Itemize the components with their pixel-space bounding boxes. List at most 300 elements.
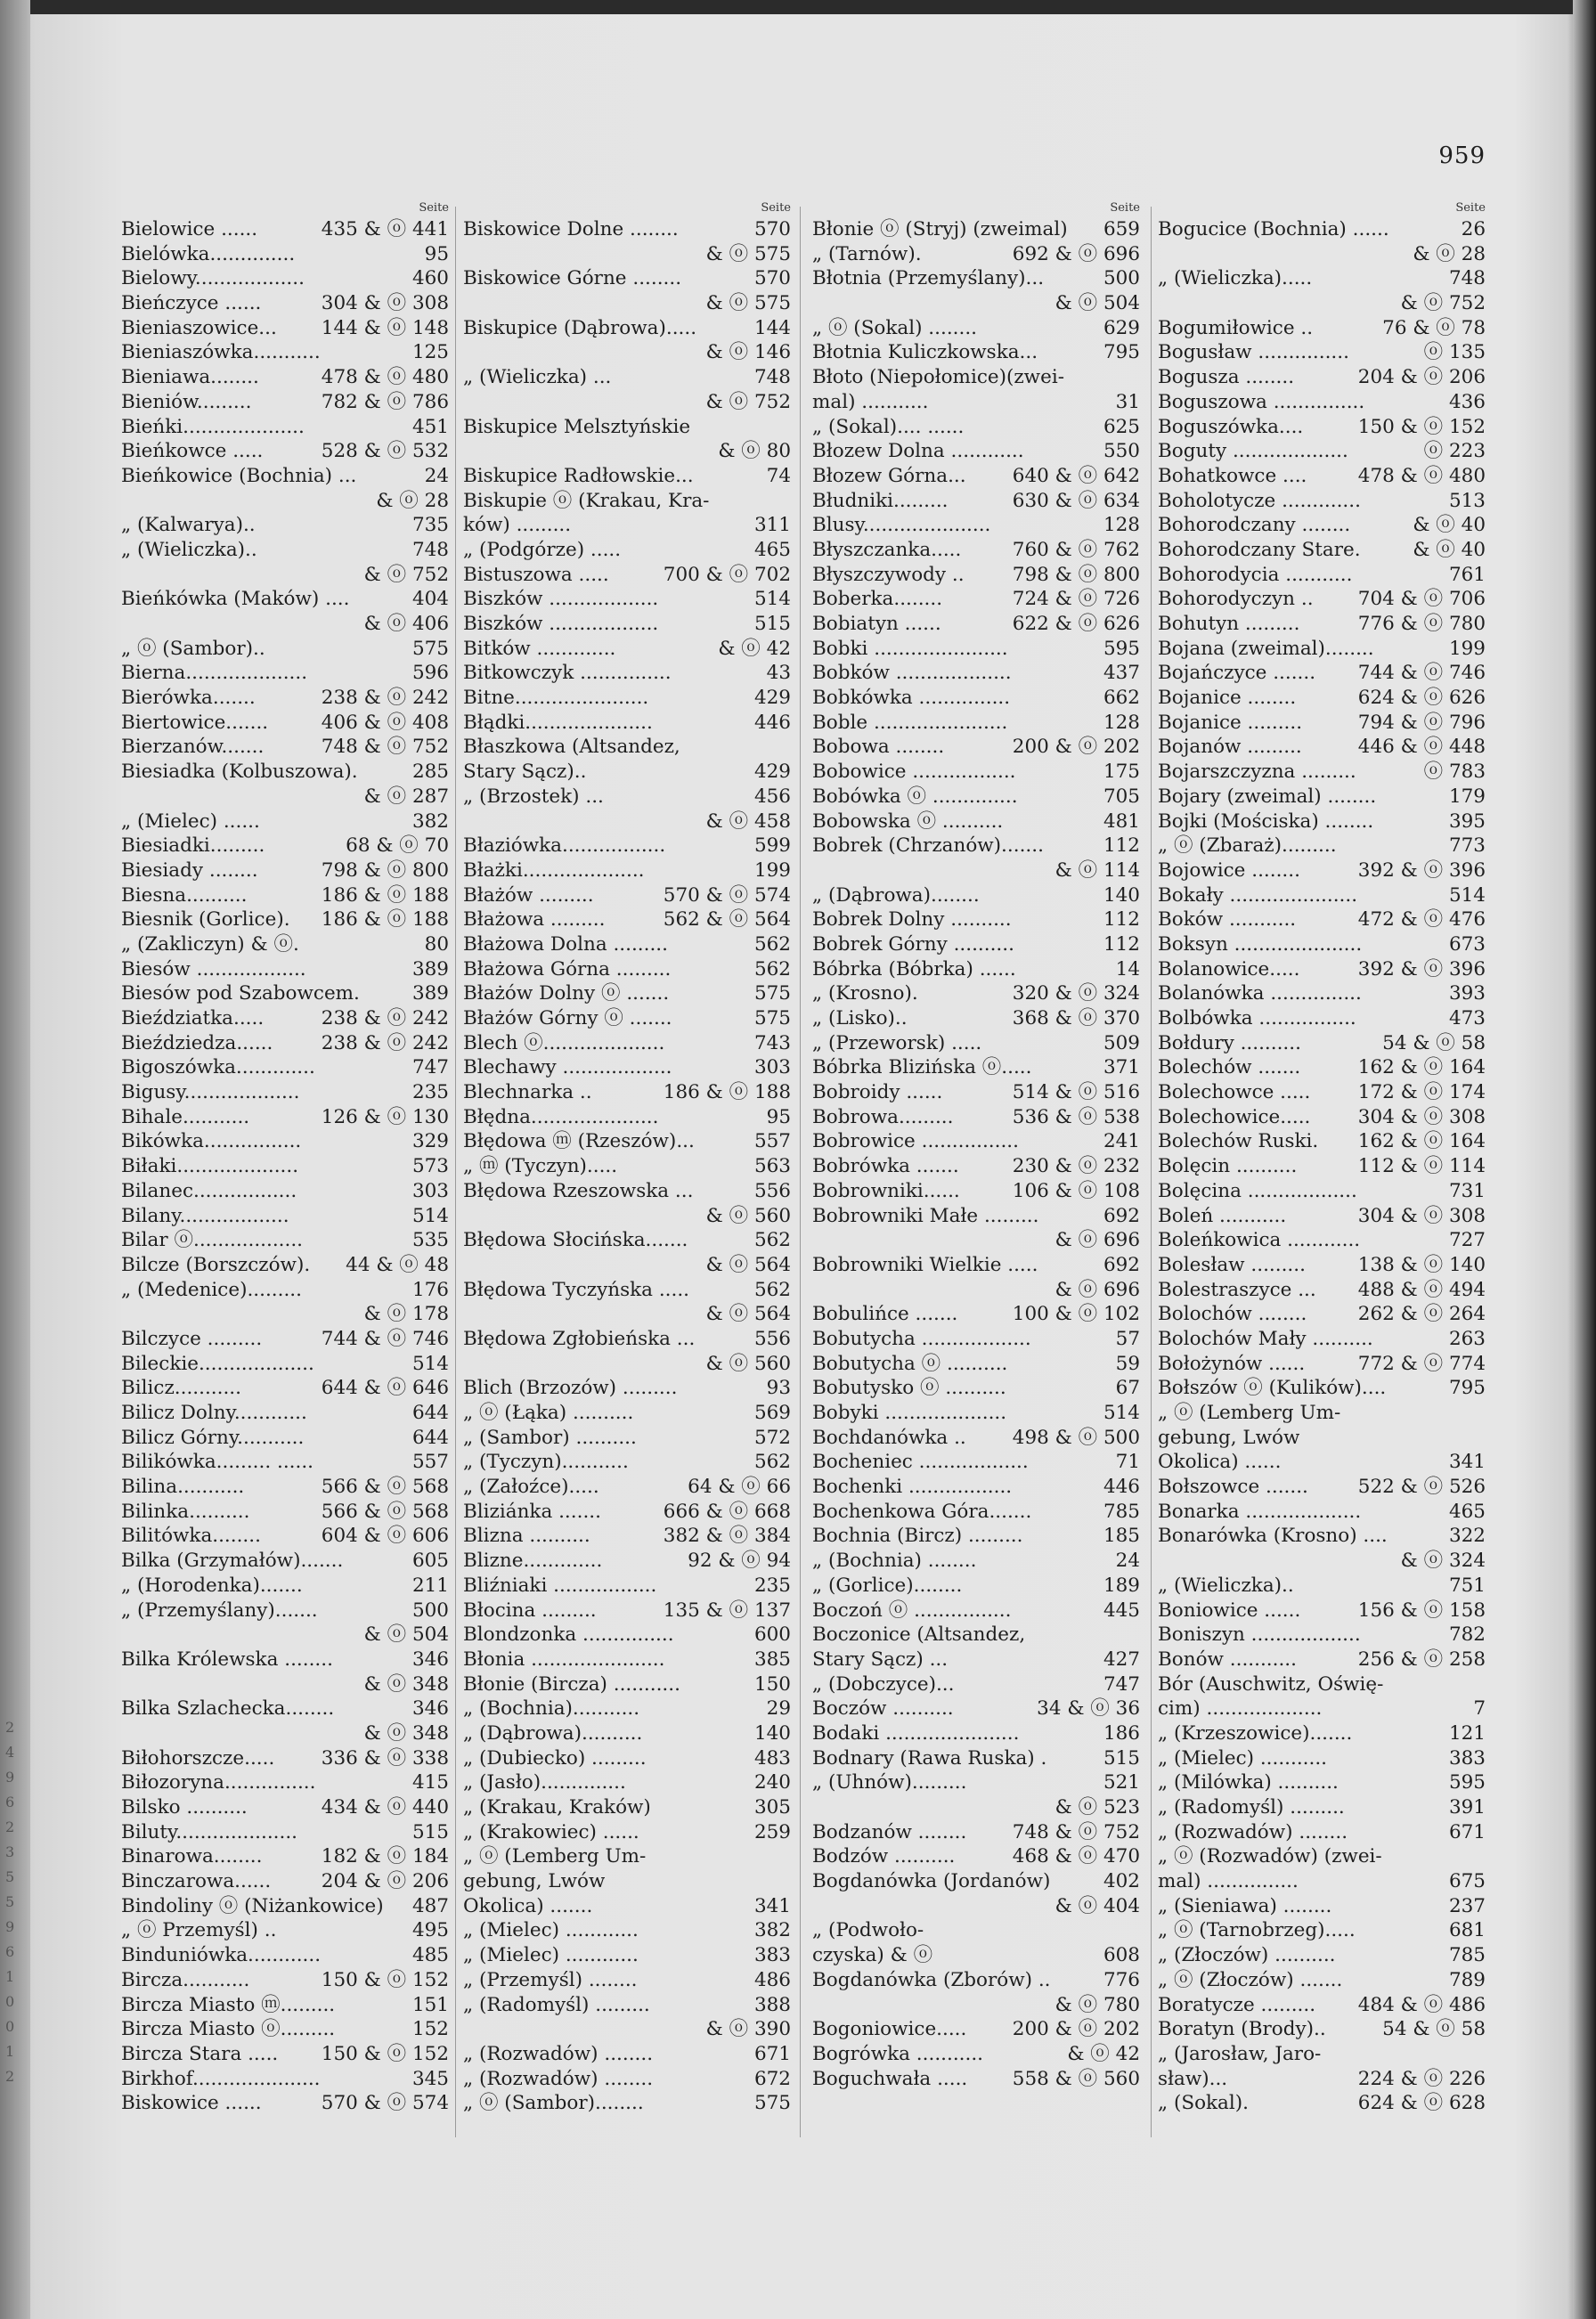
index-entry bbox=[1158, 661, 1486, 686]
entry-pages: 303 bbox=[753, 1056, 791, 1079]
entry-pages: 150 & ⓞ 152 bbox=[321, 2042, 449, 2065]
entry-pages: & ⓞ 146 bbox=[705, 341, 791, 364]
index-entry bbox=[463, 291, 791, 316]
index-entry bbox=[463, 1549, 791, 1574]
entry-pages: & ⓞ 80 bbox=[718, 440, 791, 463]
entry-name: Biskowice Dolne ........ bbox=[463, 218, 679, 240]
entry-pages: 311 bbox=[753, 514, 791, 537]
entry-pages: & ⓞ 575 bbox=[705, 242, 791, 265]
entry-pages: 76 & ⓞ 78 bbox=[1382, 316, 1486, 339]
entry-name: Bieździatka..... bbox=[121, 1007, 265, 1029]
entry-name: „ (Sambor) .......... bbox=[463, 1426, 637, 1449]
entry-pages: 446 & ⓞ 448 bbox=[1357, 736, 1486, 759]
entry-pages: 748 bbox=[411, 538, 449, 561]
index-entry bbox=[812, 1105, 1140, 1130]
entry-name: Boratyn (Brody).. bbox=[1158, 2018, 1326, 2041]
entry-pages: 672 bbox=[753, 2067, 791, 2090]
entry-name: Biesnik (Gorlice). bbox=[121, 908, 290, 932]
entry-pages: 473 bbox=[1448, 1007, 1486, 1029]
entry-name: Błaszkowa (Altsandez, bbox=[463, 736, 680, 759]
entry-name: Boleń ........... bbox=[1158, 1204, 1287, 1227]
entry-name: Bolechów Ruski. bbox=[1158, 1130, 1319, 1153]
entry-pages: 204 & ⓞ 206 bbox=[1357, 366, 1486, 389]
index-entry bbox=[121, 1968, 449, 1993]
entry-pages: 798 & ⓞ 800 bbox=[1012, 563, 1140, 586]
entry-pages: 692 bbox=[1103, 1204, 1140, 1227]
entry-name: Bierzanów....... bbox=[121, 736, 265, 759]
entry-name: Bogoniowice..... bbox=[812, 2018, 967, 2041]
entry-pages: 562 bbox=[753, 957, 791, 980]
entry-name: Bilcze (Borszczów). bbox=[121, 1253, 311, 1276]
index-entry bbox=[812, 834, 1140, 858]
index-entry bbox=[812, 266, 1140, 291]
index-entry bbox=[121, 489, 449, 514]
entry-name: Bobki ...................... bbox=[812, 637, 1008, 660]
index-entry bbox=[463, 2091, 791, 2116]
index-entry bbox=[121, 1943, 449, 1968]
entry-pages: 744 & ⓞ 746 bbox=[1357, 662, 1486, 685]
entry-name: Bohorodyczyn .. bbox=[1158, 588, 1314, 611]
entry-pages: 54 & ⓞ 58 bbox=[1382, 1031, 1486, 1054]
entry-pages: 513 bbox=[1448, 489, 1486, 512]
entry-name: „ (Sieniawa) ........ bbox=[1158, 1894, 1332, 1917]
entry-name: Bonarka ................... bbox=[1158, 1500, 1362, 1523]
entry-pages: & ⓞ 752 bbox=[363, 563, 449, 586]
entry-name: Bilka Królewska ........ bbox=[121, 1648, 333, 1671]
entry-name: „ (Mielec) ............ bbox=[463, 1919, 639, 1942]
index-entry bbox=[1158, 1129, 1486, 1154]
index-column-4 bbox=[1158, 199, 1486, 2116]
index-entry bbox=[121, 1228, 449, 1253]
entry-pages: 382 bbox=[753, 1919, 791, 1942]
entry-pages: 150 & ⓞ 152 bbox=[321, 1968, 449, 1991]
entry-name: Boguszowa ............... bbox=[1158, 390, 1365, 413]
entry-name: Bilicz........... bbox=[121, 1377, 241, 1400]
index-entry bbox=[121, 858, 449, 883]
index-entry bbox=[1158, 340, 1486, 365]
entry-pages: 150 & ⓞ 152 bbox=[1357, 415, 1486, 438]
entry-pages: 478 & ⓞ 480 bbox=[1357, 464, 1486, 487]
entry-pages: 514 bbox=[1448, 883, 1486, 907]
entry-pages: 395 bbox=[1448, 810, 1486, 833]
entry-pages: 57 bbox=[1115, 1327, 1140, 1350]
index-entry bbox=[463, 1500, 791, 1525]
entry-pages: 128 bbox=[1103, 711, 1140, 734]
index-entry bbox=[121, 907, 449, 932]
entry-pages: 54 & ⓞ 58 bbox=[1382, 2018, 1486, 2041]
entry-name: Boratycze ......... bbox=[1158, 1993, 1316, 2016]
entry-pages: 692 bbox=[1103, 1253, 1140, 1276]
index-entry bbox=[463, 1697, 791, 1721]
entry-name: „ ⓞ (Złoczów) ....... bbox=[1158, 1968, 1343, 1991]
index-entry bbox=[463, 1746, 791, 1771]
entry-pages: 186 bbox=[1103, 1721, 1140, 1745]
entry-name: Bobrek Górny .......... bbox=[812, 932, 1014, 956]
index-entry bbox=[1158, 1968, 1486, 1993]
entry-name: Błędowa Rzeszowska ... bbox=[463, 1179, 694, 1202]
entry-pages: 644 & ⓞ 646 bbox=[321, 1377, 449, 1400]
index-entry bbox=[812, 1500, 1140, 1525]
index-entry bbox=[1158, 1401, 1486, 1426]
index-entry bbox=[121, 1869, 449, 1894]
entry-pages: 263 bbox=[1448, 1327, 1486, 1350]
entry-pages: & ⓞ 40 bbox=[1413, 514, 1486, 537]
entry-name: Boczów .......... bbox=[812, 1697, 954, 1721]
entry-name: Bobków ................... bbox=[812, 662, 1012, 685]
entry-name: Bobutysko ⓞ .......... bbox=[812, 1377, 1006, 1400]
entry-name: Bojowice ........ bbox=[1158, 858, 1300, 882]
index-entry bbox=[1158, 1869, 1486, 1894]
index-entry bbox=[812, 587, 1140, 612]
entry-name: Błędowa Tyczyńska ..... bbox=[463, 1278, 689, 1301]
index-entry bbox=[1158, 1302, 1486, 1327]
entry-pages: 144 bbox=[753, 316, 791, 339]
entry-pages: 200 & ⓞ 202 bbox=[1012, 2018, 1140, 2041]
entry-pages: 562 bbox=[753, 1278, 791, 1301]
entry-pages: 126 & ⓞ 130 bbox=[321, 1105, 449, 1128]
entry-name: Bóbrka (Bóbrka) ...... bbox=[812, 957, 1016, 980]
entry-pages: 782 bbox=[1448, 1623, 1486, 1647]
entry-name: „ (Podgórze) ..... bbox=[463, 538, 622, 561]
index-entry bbox=[463, 1993, 791, 2018]
entry-name: „ (Sokal). bbox=[1158, 2092, 1249, 2115]
entry-pages: 435 & ⓞ 441 bbox=[321, 218, 449, 240]
index-entry bbox=[1158, 1894, 1486, 1919]
entry-name: Błotnia (Przemyślany)... bbox=[812, 267, 1045, 290]
index-entry bbox=[463, 1031, 791, 1056]
entry-pages: 484 & ⓞ 486 bbox=[1357, 1993, 1486, 2016]
index-entry bbox=[121, 1574, 449, 1599]
entry-pages: 595 bbox=[1103, 637, 1140, 660]
entry-pages bbox=[1482, 1672, 1486, 1697]
index-entry bbox=[463, 1770, 791, 1795]
index-entry bbox=[463, 489, 791, 514]
entry-pages: 575 bbox=[411, 637, 449, 660]
entry-name: Blizna .......... bbox=[463, 1525, 590, 1548]
entry-pages: & ⓞ 560 bbox=[705, 1352, 791, 1375]
entry-name: Biłozoryna............... bbox=[121, 1771, 316, 1794]
entry-pages: 514 bbox=[753, 588, 791, 611]
entry-pages: 135 & ⓞ 137 bbox=[663, 1599, 791, 1622]
entry-pages: 211 bbox=[411, 1574, 449, 1597]
entry-name: Bohutyn ......... bbox=[1158, 613, 1300, 635]
entry-pages: 156 & ⓞ 158 bbox=[1357, 1599, 1486, 1622]
entry-name: Bochenki ................. bbox=[812, 1476, 1013, 1499]
entry-name: Biłaki.................... bbox=[121, 1155, 299, 1178]
entry-name: sław)... bbox=[1158, 2067, 1228, 2090]
entry-name: „ (Mielec) ...... bbox=[121, 810, 260, 833]
entry-name: Bobrek (Chrzanów)....... bbox=[812, 834, 1044, 858]
entry-name: „ (Krzeszowice)....... bbox=[1158, 1721, 1353, 1745]
entry-pages: 44 & ⓞ 48 bbox=[346, 1253, 449, 1276]
index-entry bbox=[121, 1253, 449, 1278]
entry-name: Biskupice (Dąbrowa)..... bbox=[463, 316, 697, 339]
entry-pages: 798 & ⓞ 800 bbox=[321, 858, 449, 882]
index-entry bbox=[812, 1426, 1140, 1451]
entry-pages: 389 bbox=[411, 957, 449, 980]
index-entry bbox=[812, 242, 1140, 267]
index-entry bbox=[463, 1352, 791, 1377]
index-entry bbox=[121, 1795, 449, 1820]
index-entry bbox=[812, 686, 1140, 711]
index-entry bbox=[463, 1844, 791, 1869]
index-entry bbox=[1158, 1080, 1486, 1105]
index-entry bbox=[812, 1228, 1140, 1253]
entry-pages: 570 & ⓞ 574 bbox=[321, 2092, 449, 2115]
index-entry bbox=[463, 1426, 791, 1451]
entry-pages bbox=[1136, 1623, 1140, 1648]
margin-stub: 0 bbox=[5, 2018, 15, 2035]
entry-pages bbox=[787, 489, 791, 514]
index-entry bbox=[121, 1524, 449, 1549]
entry-name: „ (Tarnów). bbox=[812, 242, 922, 265]
index-entry bbox=[463, 711, 791, 736]
index-entry bbox=[463, 858, 791, 883]
index-entry bbox=[1158, 1746, 1486, 1771]
entry-pages: 486 bbox=[753, 1968, 791, 1991]
entry-pages: 329 bbox=[411, 1130, 449, 1153]
entry-name: „ (Kalwarya).. bbox=[121, 514, 256, 537]
entry-name: Błażów ......... bbox=[463, 883, 594, 907]
index-entry bbox=[463, 932, 791, 957]
index-entry bbox=[121, 810, 449, 834]
index-entry bbox=[121, 1376, 449, 1401]
index-entry bbox=[812, 785, 1140, 810]
entry-name: Błażów Górny ⓞ ....... bbox=[463, 1007, 672, 1029]
index-entry bbox=[812, 2017, 1140, 2042]
entry-name: „ (Bochnia) ........ bbox=[812, 1550, 977, 1573]
entry-pages: 392 & ⓞ 396 bbox=[1357, 957, 1486, 980]
index-entry bbox=[121, 464, 449, 489]
index-entry bbox=[1158, 439, 1486, 464]
index-entry bbox=[463, 365, 791, 390]
entry-name: cim) ................... bbox=[1158, 1697, 1323, 1721]
index-column-2 bbox=[463, 199, 791, 2116]
entry-name: Okolica) ....... bbox=[463, 1894, 593, 1917]
entry-pages: 536 & ⓞ 538 bbox=[1012, 1105, 1140, 1128]
entry-pages: 402 bbox=[1103, 1870, 1140, 1893]
index-entry bbox=[121, 587, 449, 612]
index-entry bbox=[812, 735, 1140, 760]
entry-pages: 182 & ⓞ 184 bbox=[321, 1845, 449, 1868]
entry-pages: 256 & ⓞ 258 bbox=[1357, 1648, 1486, 1671]
entry-name: Bohorodycia ........... bbox=[1158, 563, 1353, 586]
entry-pages: 186 & ⓞ 188 bbox=[321, 908, 449, 932]
index-entry bbox=[463, 1055, 791, 1080]
entry-name: Boleńkowica ............ bbox=[1158, 1229, 1361, 1252]
entry-pages: 445 bbox=[1103, 1599, 1140, 1622]
index-entry bbox=[812, 1672, 1140, 1697]
entry-name: „ (Zakliczyn) & ⓞ. bbox=[121, 932, 299, 956]
entry-pages: 106 & ⓞ 108 bbox=[1012, 1179, 1140, 1202]
index-entry bbox=[121, 538, 449, 563]
index-entry bbox=[121, 637, 449, 662]
entry-pages: 434 & ⓞ 440 bbox=[321, 1796, 449, 1819]
index-entry bbox=[1158, 1031, 1486, 1056]
entry-name: Bojki (Mościska) ........ bbox=[1158, 810, 1374, 833]
entry-pages: 575 bbox=[753, 2092, 791, 2115]
entry-name: Bolanowice..... bbox=[1158, 957, 1300, 980]
entry-name: Bonów ........... bbox=[1158, 1648, 1297, 1671]
index-entry bbox=[1158, 2017, 1486, 2042]
entry-pages: 468 & ⓞ 470 bbox=[1012, 1845, 1140, 1868]
entry-pages: 569 bbox=[753, 1402, 791, 1424]
entry-pages: & ⓞ 390 bbox=[705, 2018, 791, 2041]
entry-pages: 776 bbox=[1103, 1968, 1140, 1991]
index-entry bbox=[121, 390, 449, 415]
entry-pages: 95 bbox=[424, 242, 449, 265]
column-header-seite: Seite bbox=[1110, 201, 1140, 215]
entry-pages: 241 bbox=[1103, 1130, 1140, 1153]
index-entry bbox=[1158, 1820, 1486, 1845]
entry-name: Biesiadki......... bbox=[121, 834, 265, 858]
index-entry bbox=[121, 1721, 449, 1746]
entry-name: Bieniawa........ bbox=[121, 366, 259, 389]
entry-name: „ (Medenice)......... bbox=[121, 1278, 302, 1301]
entry-pages: 514 bbox=[411, 1352, 449, 1375]
entry-name: Boberka........ bbox=[812, 588, 943, 611]
entry-name: „ ⓞ Przemyśl) .. bbox=[121, 1919, 277, 1942]
entry-pages: 31 bbox=[1115, 390, 1140, 413]
index-entry bbox=[463, 266, 791, 291]
entry-pages: 556 bbox=[753, 1179, 791, 1202]
entry-pages: 675 bbox=[1448, 1870, 1486, 1893]
entry-pages: 596 bbox=[411, 662, 449, 685]
entry-pages: 451 bbox=[411, 415, 449, 438]
entry-name: „ (Mielec) ........... bbox=[1158, 1746, 1328, 1770]
index-entry bbox=[812, 1918, 1140, 1943]
margin-stub: 2 bbox=[5, 1819, 15, 1835]
index-entry bbox=[812, 1327, 1140, 1352]
margin-stub: 2 bbox=[5, 1719, 15, 1736]
entry-name: Bitne...................... bbox=[463, 687, 649, 710]
entry-pages: 794 & ⓞ 796 bbox=[1357, 711, 1486, 734]
entry-pages: 622 & ⓞ 626 bbox=[1012, 613, 1140, 635]
entry-pages: 760 & ⓞ 762 bbox=[1012, 538, 1140, 561]
index-entry bbox=[812, 415, 1140, 440]
entry-pages: 640 & ⓞ 642 bbox=[1012, 464, 1140, 487]
entry-pages: 240 bbox=[753, 1771, 791, 1794]
entry-pages: 100 & ⓞ 102 bbox=[1012, 1303, 1140, 1326]
entry-name: Błaziówka................. bbox=[463, 834, 666, 858]
entry-pages: 495 bbox=[411, 1919, 449, 1942]
entry-pages: & ⓞ 348 bbox=[363, 1721, 449, 1745]
index-entry bbox=[463, 1869, 791, 1894]
index-entry bbox=[121, 1450, 449, 1475]
entry-pages: & ⓞ 752 bbox=[1400, 292, 1486, 315]
entry-pages: 341 bbox=[753, 1894, 791, 1917]
index-entry bbox=[1158, 907, 1486, 932]
index-entry bbox=[463, 2067, 791, 2092]
index-entry bbox=[121, 1055, 449, 1080]
entry-name: Boniowice ...... bbox=[1158, 1599, 1301, 1622]
entry-name: Binarowa........ bbox=[121, 1845, 263, 1868]
entry-name: Bieńkowice (Bochnia) ... bbox=[121, 464, 357, 487]
entry-pages: 572 bbox=[753, 1426, 791, 1449]
index-entry bbox=[121, 735, 449, 760]
entry-name: Stary Sącz) ... bbox=[812, 1648, 949, 1671]
entry-name: Bokały ..................... bbox=[1158, 883, 1358, 907]
entry-name: Bobulińce ....... bbox=[812, 1303, 958, 1326]
entry-pages: 595 bbox=[1448, 1771, 1486, 1794]
entry-pages bbox=[1482, 2042, 1486, 2067]
index-entry bbox=[812, 981, 1140, 1006]
entry-pages: & ⓞ 458 bbox=[705, 810, 791, 833]
entry-name: Bojana (zweimal)........ bbox=[1158, 637, 1374, 660]
entry-pages: ⓞ 783 bbox=[1423, 761, 1486, 784]
entry-name: Bobowska ⓞ .......... bbox=[812, 810, 1004, 833]
index-entry bbox=[121, 1278, 449, 1303]
entry-name: Bielowice ...... bbox=[121, 218, 258, 240]
index-entry bbox=[121, 1648, 449, 1672]
index-entry bbox=[812, 1475, 1140, 1500]
entry-name: Błudniki......... bbox=[812, 489, 949, 512]
index-entry bbox=[121, 1672, 449, 1697]
entry-name: Bołdury .......... bbox=[1158, 1031, 1301, 1054]
index-entry bbox=[121, 1105, 449, 1130]
entry-pages: 630 & ⓞ 634 bbox=[1012, 489, 1140, 512]
entry-name: Bobutycha .................. bbox=[812, 1327, 1031, 1350]
entry-pages: 176 bbox=[411, 1278, 449, 1301]
index-entry bbox=[463, 1623, 791, 1648]
entry-pages bbox=[1136, 365, 1140, 390]
entry-pages: & ⓞ 696 bbox=[1054, 1278, 1140, 1301]
margin-stub: 3 bbox=[5, 1843, 15, 1860]
index-entry bbox=[463, 563, 791, 588]
entry-pages: 566 & ⓞ 568 bbox=[321, 1500, 449, 1523]
entry-pages: 382 bbox=[411, 810, 449, 833]
entry-pages: 112 bbox=[1103, 834, 1140, 858]
entry-pages: 671 bbox=[753, 2042, 791, 2065]
entry-pages: 346 bbox=[411, 1697, 449, 1721]
index-entry bbox=[463, 686, 791, 711]
entry-pages: 446 bbox=[1103, 1476, 1140, 1499]
entry-name: „ (Wieliczka).. bbox=[121, 538, 257, 561]
entry-name: Blechnarka .. bbox=[463, 1081, 592, 1104]
index-entry bbox=[1158, 242, 1486, 267]
entry-pages: 514 bbox=[1103, 1402, 1140, 1424]
column-divider bbox=[800, 207, 801, 2137]
index-entry bbox=[812, 1721, 1140, 1746]
index-entry bbox=[812, 1450, 1140, 1475]
index-entry bbox=[463, 415, 791, 440]
entry-pages: 71 bbox=[1115, 1451, 1140, 1474]
entry-pages: 472 & ⓞ 476 bbox=[1357, 908, 1486, 932]
entry-pages: 460 bbox=[411, 267, 449, 290]
entry-name: „ (Mielec) ............ bbox=[463, 1944, 639, 1967]
entry-name: „ (Przemyślany)....... bbox=[121, 1599, 318, 1622]
entry-pages: 570 bbox=[753, 218, 791, 240]
index-entry bbox=[463, 1450, 791, 1475]
index-entry bbox=[812, 810, 1140, 834]
index-entry bbox=[463, 1204, 791, 1229]
entry-name: Bieździedza...... bbox=[121, 1031, 273, 1054]
entry-pages: & ⓞ 523 bbox=[1054, 1796, 1140, 1819]
margin-stub: 6 bbox=[5, 1794, 15, 1810]
index-entry bbox=[121, 291, 449, 316]
entry-name: gebung, Lwów bbox=[463, 1870, 606, 1893]
index-entry bbox=[812, 1401, 1140, 1426]
index-entry bbox=[463, 612, 791, 637]
entry-pages: 429 bbox=[753, 687, 791, 710]
entry-name: Błądki..................... bbox=[463, 711, 653, 734]
entry-name: „ (Dąbrowa).......... bbox=[463, 1721, 643, 1745]
index-entry bbox=[1158, 464, 1486, 489]
entry-name: Błażowa Górna ......... bbox=[463, 957, 672, 980]
entry-name: Bolanówka ............... bbox=[1158, 982, 1362, 1005]
entry-pages: 761 bbox=[1448, 563, 1486, 586]
entry-name: Bielowy.................. bbox=[121, 267, 305, 290]
